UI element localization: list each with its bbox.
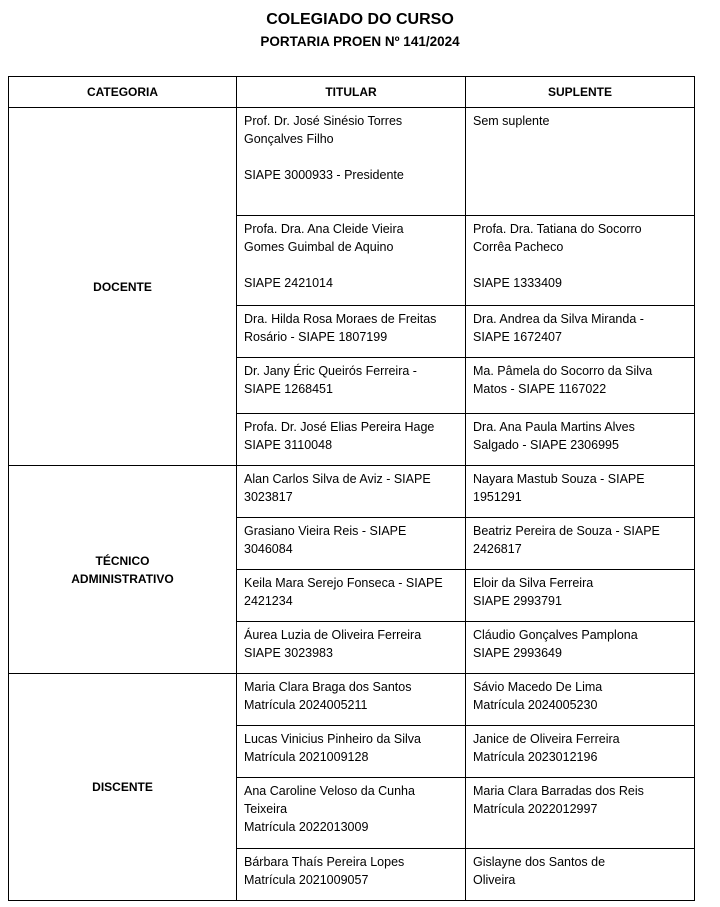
- cell-line: Maria Clara Braga dos Santos: [244, 680, 412, 694]
- titular-cell: [237, 108, 466, 216]
- category-cell-docente: [9, 108, 237, 466]
- titular-cell: [237, 726, 466, 778]
- cell-line: Matrícula 2023012196: [473, 750, 598, 764]
- blank-line: [473, 256, 688, 274]
- category-cell-tecnico: [9, 466, 237, 674]
- cell-line: Profa. Dra. Tatiana do Socorro: [473, 222, 642, 236]
- cell-line: Matrícula 2024005230: [473, 698, 598, 712]
- cell-line: Matrícula 2022013009: [244, 820, 369, 834]
- blank-line: [244, 256, 459, 274]
- suplente-cell: [466, 622, 695, 674]
- category-label: TÉCNICO: [95, 553, 150, 568]
- cell-line: Prof. Dr. José Sinésio Torres: [244, 114, 403, 128]
- cell-line: Alan Carlos Silva de Aviz - SIAPE: [244, 472, 431, 486]
- cell-line: Corrêa Pacheco: [473, 240, 564, 254]
- cell-line: Nayara Mastub Souza - SIAPE: [473, 472, 645, 486]
- cell-line: 1951291: [473, 490, 522, 504]
- cell-line: 3046084: [244, 542, 293, 556]
- category-cell-discente: [9, 674, 237, 901]
- titular-cell: [237, 849, 466, 901]
- cell-line: Gislayne dos Santos de: [473, 855, 606, 869]
- members-table: [8, 76, 695, 901]
- cell-line: Matrícula 2024005211: [244, 698, 368, 712]
- cell-line: Gonçalves Filho: [244, 132, 334, 146]
- cell-line: Áurea Luzia de Oliveira Ferreira: [244, 628, 422, 642]
- suplente-cell: [466, 306, 695, 358]
- cell-line: Profa. Dra. Ana Cleide Vieira: [244, 222, 404, 236]
- cell-line: Dr. Jany Éric Queirós Ferreira -: [244, 364, 417, 378]
- document-subtitle: PORTARIA PROEN Nº 141/2024: [260, 34, 460, 49]
- titular-cell: [237, 778, 466, 849]
- titular-cell: [237, 570, 466, 622]
- cell-line: Gomes Guimbal de Aquino: [244, 240, 394, 254]
- cell-line: SIAPE 1268451: [244, 382, 333, 396]
- cell-line: Matrícula 2021009057: [244, 873, 369, 887]
- cell-line: Dra. Ana Paula Martins Alves: [473, 420, 635, 434]
- cell-line: Cláudio Gonçalves Pamplona: [473, 628, 638, 642]
- blank-line: [244, 148, 459, 166]
- cell-line: 2426817: [473, 542, 522, 556]
- cell-line: Eloir da Silva Ferreira: [473, 576, 594, 590]
- suplente-cell: [466, 849, 695, 901]
- titular-cell: [237, 216, 466, 306]
- cell-line: Matrícula 2022012997: [473, 802, 598, 816]
- suplente-cell: [466, 108, 695, 216]
- titular-cell: [237, 414, 466, 466]
- table-row: [9, 108, 695, 216]
- titular-cell: [237, 674, 466, 726]
- suplente-cell: [466, 414, 695, 466]
- cell-line: 3023817: [244, 490, 293, 504]
- cell-line: Teixeira: [244, 802, 288, 816]
- suplente-cell: [466, 726, 695, 778]
- suplente-cell: [466, 358, 695, 414]
- titular-cell: [237, 358, 466, 414]
- cell-line: Janice de Oliveira Ferreira: [473, 732, 620, 746]
- cell-line: Matrícula 2021009128: [244, 750, 369, 764]
- cell-line: Oliveira: [473, 873, 516, 887]
- table-header-row: [9, 77, 695, 108]
- titular-cell: [237, 466, 466, 518]
- cell-line: SIAPE 3110048: [244, 438, 333, 452]
- titular-cell: [237, 306, 466, 358]
- suplente-cell: [466, 674, 695, 726]
- cell-line: Keila Mara Serejo Fonseca - SIAPE: [244, 576, 443, 590]
- cell-line: Profa. Dr. José Elias Pereira Hage: [244, 420, 435, 434]
- header-suplente: SUPLENTE: [466, 77, 695, 108]
- cell-line: SIAPE 2993791: [473, 594, 562, 608]
- titular-cell: [237, 518, 466, 570]
- cell-line: SIAPE 1672407: [473, 330, 562, 344]
- cell-line: Ana Caroline Veloso da Cunha: [244, 784, 415, 798]
- cell-line: SIAPE 3023983: [244, 646, 333, 660]
- category-label: ADMINISTRATIVO: [71, 571, 174, 586]
- cell-line: Lucas Vinicius Pinheiro da Silva: [244, 732, 421, 746]
- table-row: [9, 674, 695, 726]
- suplente-cell: [466, 216, 695, 306]
- titular-cell: [237, 622, 466, 674]
- cell-line: SIAPE 2421014: [244, 276, 333, 290]
- cell-line: Sávio Macedo De Lima: [473, 680, 603, 694]
- cell-line: SIAPE 1333409: [473, 276, 562, 290]
- suplente-cell: [466, 518, 695, 570]
- suplente-cell: [466, 570, 695, 622]
- cell-line: SIAPE 3000933 - Presidente: [244, 168, 404, 182]
- document-title: COLEGIADO DO CURSO: [266, 11, 454, 28]
- cell-line: Maria Clara Barradas dos Reis: [473, 784, 644, 798]
- category-label: DISCENTE: [92, 780, 153, 794]
- table-row: [9, 466, 695, 518]
- cell-line: Salgado - SIAPE 2306995: [473, 438, 619, 452]
- cell-line: Dra. Hilda Rosa Moraes de Freitas: [244, 312, 437, 326]
- suplente-cell: [466, 778, 695, 849]
- cell-line: Beatriz Pereira de Souza - SIAPE: [473, 524, 660, 538]
- header-titular: TITULAR: [237, 77, 466, 108]
- cell-line: Grasiano Vieira Reis - SIAPE: [244, 524, 407, 538]
- cell-line: Rosário - SIAPE 1807199: [244, 330, 388, 344]
- cell-line: SIAPE 2993649: [473, 646, 562, 660]
- category-label: DOCENTE: [93, 279, 152, 294]
- cell-line: Matos - SIAPE 1167022: [473, 382, 607, 396]
- cell-line: 2421234: [244, 594, 293, 608]
- cell-line: Sem suplente: [473, 114, 550, 128]
- cell-line: Bárbara Thaís Pereira Lopes: [244, 855, 405, 869]
- cell-line: Ma. Pâmela do Socorro da Silva: [473, 364, 653, 378]
- suplente-cell: [466, 466, 695, 518]
- header-categoria: CATEGORIA: [9, 77, 237, 108]
- cell-line: Dra. Andrea da Silva Miranda -: [473, 312, 644, 326]
